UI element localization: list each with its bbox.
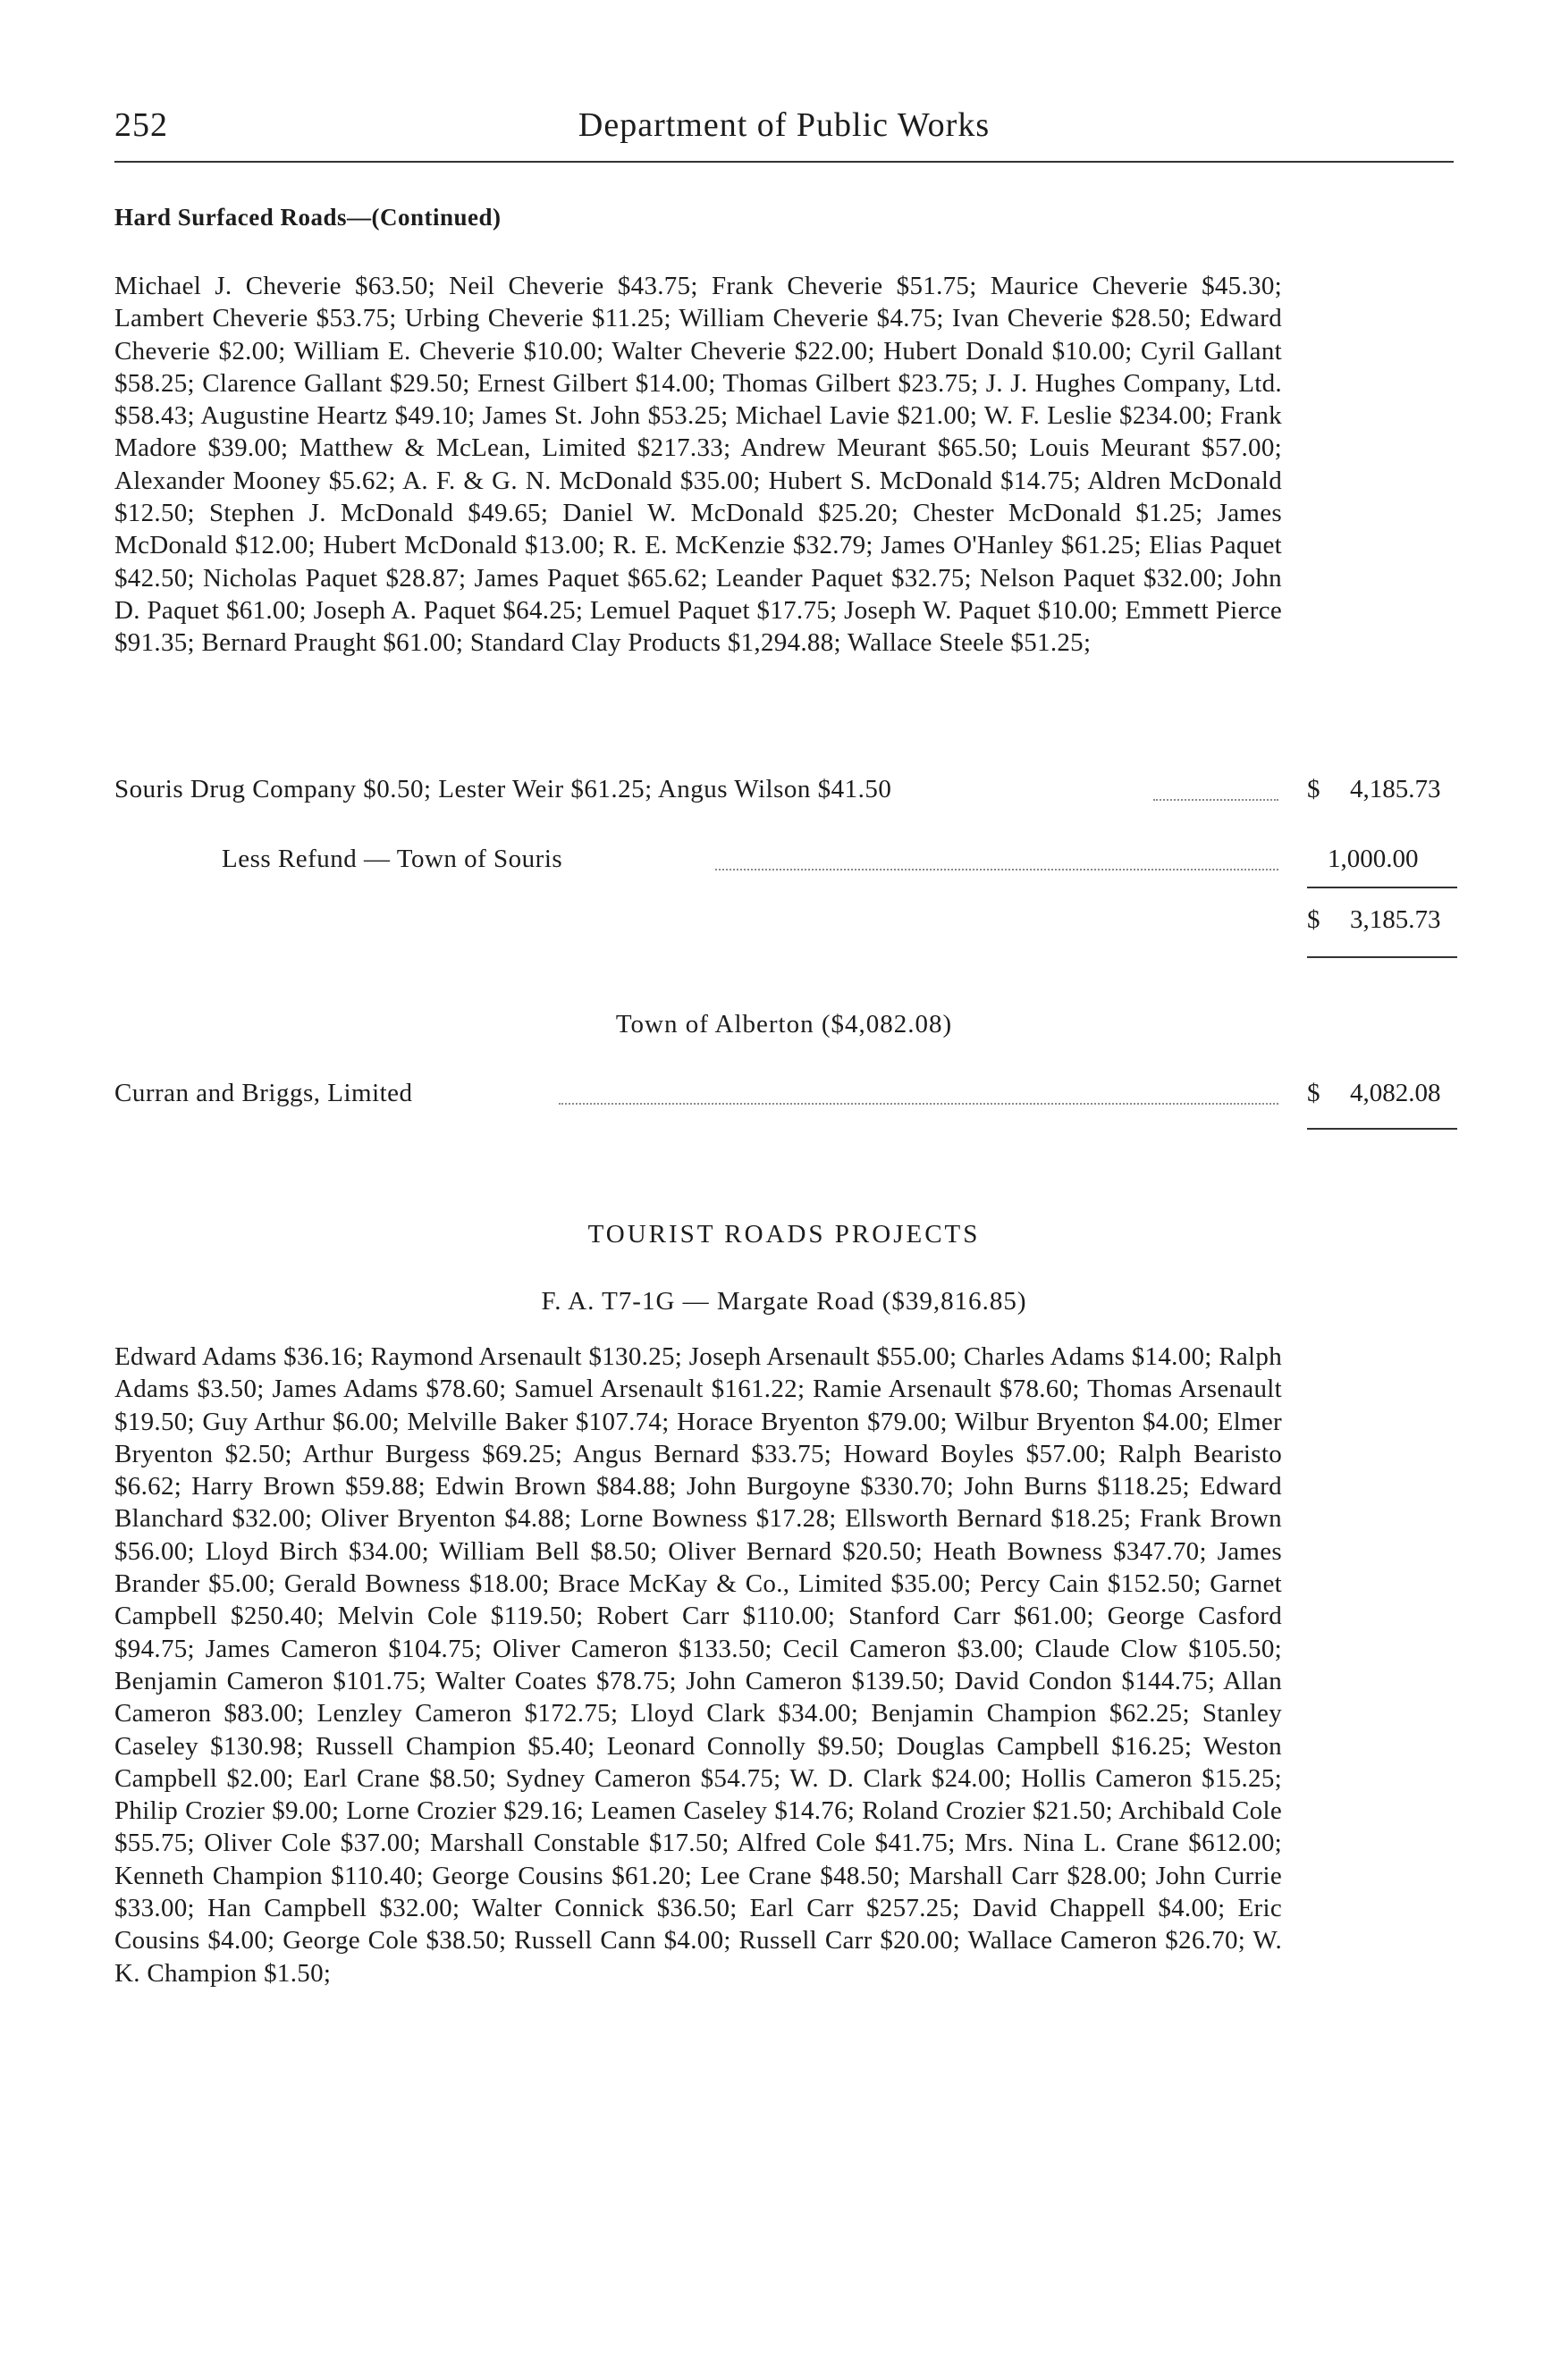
dot-leader [715, 869, 1278, 870]
currency-symbol: $ [1307, 1079, 1320, 1107]
margate-road-heading: F. A. T7-1G — Margate Road ($39,816.85) [541, 1287, 1027, 1316]
page-header [114, 105, 1454, 163]
net-total: 3,185.73 [1350, 905, 1441, 934]
dot-leader [559, 1103, 1278, 1105]
tourist-roads-payees-paragraph: Edward Adams $36.16; Raymond Arsenault $130.25; Joseph Arsenault $55.00; Charles Adams $14.00; Ralph Adams $3.50; James Adams $78.60; Samuel Arsenault $161.22; Ramie Arsenault $78.60; Thomas Arsenault $19.50; Guy Arthur $6.00; Melville Baker $107.74; Horace Bryenton $79.00; Wilbur Bryenton $4.00; Elmer Bryenton $2.50; Arthur Burgess $69.25; Angus Bernard $33.75; Howard Boyles $57.00; Ralph Bearisto $6.62; Harry Brown $59.88; Edwin Brown $84.88; John Burgoyne $330.70; John Burns $118.25; Edward Blanchard $32.00; Oliver Bryenton $4.88; Lorne Bowness $17.28; Ellsworth Bernard $18.25; Frank Brown $56.00; Lloyd Birch $34.00; William Bell $8.50; Oliver Bernard $20.50; Heath Bowness $347.70; James Brander $5.00; Gerald Bowness $18.00; Brace McKay & Co., Limited $35.00; Percy Cain $152.50; Garnet Campbell $250.40; Melvin Cole $119.50; Robert Carr $110.00; Stanford Carr $61.00; George Casford $94.75; James Cameron $104.75; Oliver Cameron $133.50; Cecil Cameron $3.00; Claude Clow $105.50; Benjamin Cameron $101.75; Walter Coates $78.75; John Cameron $139.50; David Condon $144.75; Allan Cameron $83.00; Lenzley Cameron $172.75; Lloyd Clark $34.00; Benjamin Champion $62.25; Stanley Caseley $130.98; Russell Champion $5.40; Leonard Connolly $9.50; Douglas Campbell $16.25; Weston Campbell $2.00; Earl Crane $8.50; Sydney Cameron $54.75; W. D. Clark $24.00; Hollis Cameron $15.25; Philip Crozier $9.00; Lorne Crozier $29.16; Leamen Caseley $14.76; Roland Crozier $21.50; Archibald Cole $55.75; Oliver Cole $37.00; Marshall Constable $17.50; Alfred Cole $41.75; Mrs. Nina L. Crane $612.00; Kenneth Champion $110.40; George Cousins $61.20; Lee Crane $48.50; Marshall Carr $28.00; John Currie $33.00; Han Campbell $32.00; Walter Connick $36.50; Earl Carr $257.25; David Chappell $4.00; Eric Cousins $4.00; George Cole $38.50; Russell Cann $4.00; Russell Carr $20.00; Wallace Cameron $26.70; W. K. Champion $1.50; [114, 1342, 1282, 1988]
running-title: Department of Public Works [578, 106, 991, 144]
subtotal-rule [1307, 887, 1457, 888]
currency-symbol: $ [1307, 905, 1320, 934]
refund-amount: 1,000.00 [1328, 845, 1419, 873]
total-rule [1307, 956, 1457, 958]
hard-surfaced-total: 4,185.73 [1350, 775, 1441, 803]
total-rule [1307, 1128, 1457, 1130]
currency-symbol: $ [1307, 775, 1320, 803]
alberton-entry-label: Curran and Briggs, Limited [114, 1079, 413, 1107]
section-heading-hard-surfaced: Hard Surfaced Roads—(Continued) [114, 204, 502, 231]
hard-surfaced-last-line: Souris Drug Company $0.50; Lester Weir $61.25; Angus Wilson $41.50 [114, 775, 892, 803]
alberton-entry-amount: 4,082.08 [1350, 1079, 1441, 1107]
hard-surfaced-payees-paragraph: Michael J. Cheverie $63.50; Neil Cheverie $43.75; Frank Cheverie $51.75; Maurice Cheverie $45.30; Lambert Cheverie $53.75; Urbing Cheverie $11.25; William Cheverie $4.75; Ivan Cheverie $28.50; Edward Cheverie $2.00; William E. Cheverie $10.00; Walter Cheverie $22.00; Hubert Donald $10.00; Cyril Gallant $58.25; Clarence Gallant $29.50; Ernest Gilbert $14.00; Thomas Gilbert $23.75; J. J. Hughes Company, Ltd. $58.43; Augustine Heartz $49.10; James St. John $53.25; Michael Lavie $21.00; W. F. Leslie $234.00; Frank Madore $39.00; Matthew & McLean, Limited $217.33; Andrew Meurant $65.50; Louis Meurant $57.00; Alexander Mooney $5.62; A. F. & G. N. McDonald $35.00; Hubert S. McDonald $14.75; Aldren McDonald $12.50; Stephen J. McDonald $49.65; Daniel W. McDonald $25.20; Chester McDonald $1.25; James McDonald $12.00; Hubert McDonald $13.00; R. E. McKenzie $32.79; James O'Hanley $61.25; Elias Paquet $42.50; Nicholas Paquet $28.87; James Paquet $65.62; Leander Paquet $32.75; Nelson Paquet $32.00; John D. Paquet $61.00; Joseph A. Paquet $64.25; Lemuel Paquet $17.75; Joseph W. Paquet $10.00; Emmett Pierce $91.35; Bernard Praught $61.00; Standard Clay Products $1,294.88; Wallace Steele $51.25; [114, 272, 1282, 658]
alberton-heading: Town of Alberton ($4,082.08) [615, 1010, 953, 1039]
dot-leader [1153, 799, 1278, 801]
tourist-roads-heading: TOURIST ROADS PROJECTS [587, 1220, 981, 1249]
page-number: 252 [114, 106, 168, 144]
refund-label: Less Refund — Town of Souris [222, 845, 563, 873]
